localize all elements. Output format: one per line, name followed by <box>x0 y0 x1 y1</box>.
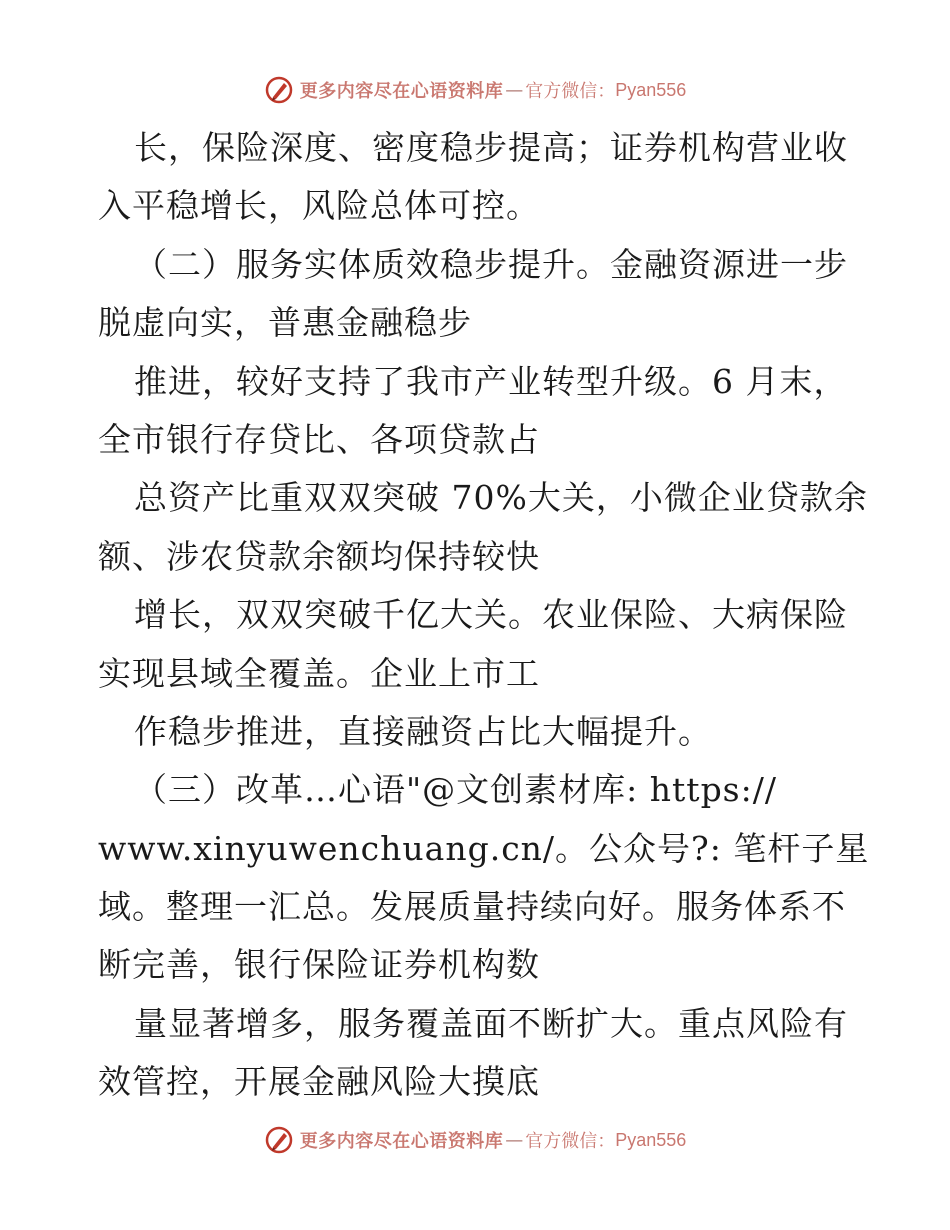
watermark-text: 更多内容尽在心语资料库 <box>299 1131 504 1152</box>
text-line: 断完善，银行保险证券机构数 <box>98 945 540 985</box>
footer-watermark <box>0 1122 950 1158</box>
text-line: 额、涉农贷款余额均保持较快 <box>98 536 540 576</box>
text-line: 总资产比重双双突破 70%大关，小微企业贷款余 <box>134 478 868 518</box>
pen-circle-logo-icon <box>264 75 294 105</box>
text-line: 长，保险深度、密度稳步提高；证券机构营业收 <box>134 128 848 167</box>
header-watermark <box>0 72 950 108</box>
text-line: 全市银行存贷比、各项贷款占 <box>98 419 540 459</box>
text-line: （二）服务实体质效稳步提升。金融资源进一步 <box>134 244 848 284</box>
text-line: 量显著增多，服务覆盖面不断扩大。重点风险有 <box>134 1003 848 1043</box>
pen-circle-logo-icon <box>264 1125 294 1155</box>
text-line: 脱虚向实，普惠金融稳步 <box>98 303 472 343</box>
text-line: 增长，双双突破千亿大关。农业保险、大病保险 <box>134 595 848 635</box>
text-line: 域。整理一汇总。发展质量持续向好。服务体系不 <box>98 887 846 927</box>
text-line: www.xinyuwenchuang.cn/。公众号?: 笔杆子星 <box>98 828 870 868</box>
watermark-separator: — <box>505 79 524 101</box>
watermark-account-label: 官方微信： <box>525 1131 616 1152</box>
watermark-text: 更多内容尽在心语资料库 <box>299 81 504 102</box>
text-line: 效管控，开展金融风险大摸底 <box>98 1062 540 1102</box>
watermark-account-label: 官方微信： <box>525 81 616 102</box>
text-line: 推进，较好支持了我市产业转型升级。6 月末， <box>134 361 848 401</box>
watermark-separator: — <box>505 1129 524 1151</box>
watermark-account-id: Pyan556 <box>615 79 687 100</box>
text-line: 作稳步推进，直接融资占比大幅提升。 <box>134 711 712 751</box>
watermark-account-id: Pyan556 <box>615 1129 687 1150</box>
text-line: （三）改革…心语"@文创素材库: https:// <box>134 770 777 810</box>
text-line: 实现县域全覆盖。企业上市工 <box>98 653 540 693</box>
text-line: 入平稳增长，风险总体可控。 <box>98 186 540 226</box>
document-body <box>98 119 870 1112</box>
